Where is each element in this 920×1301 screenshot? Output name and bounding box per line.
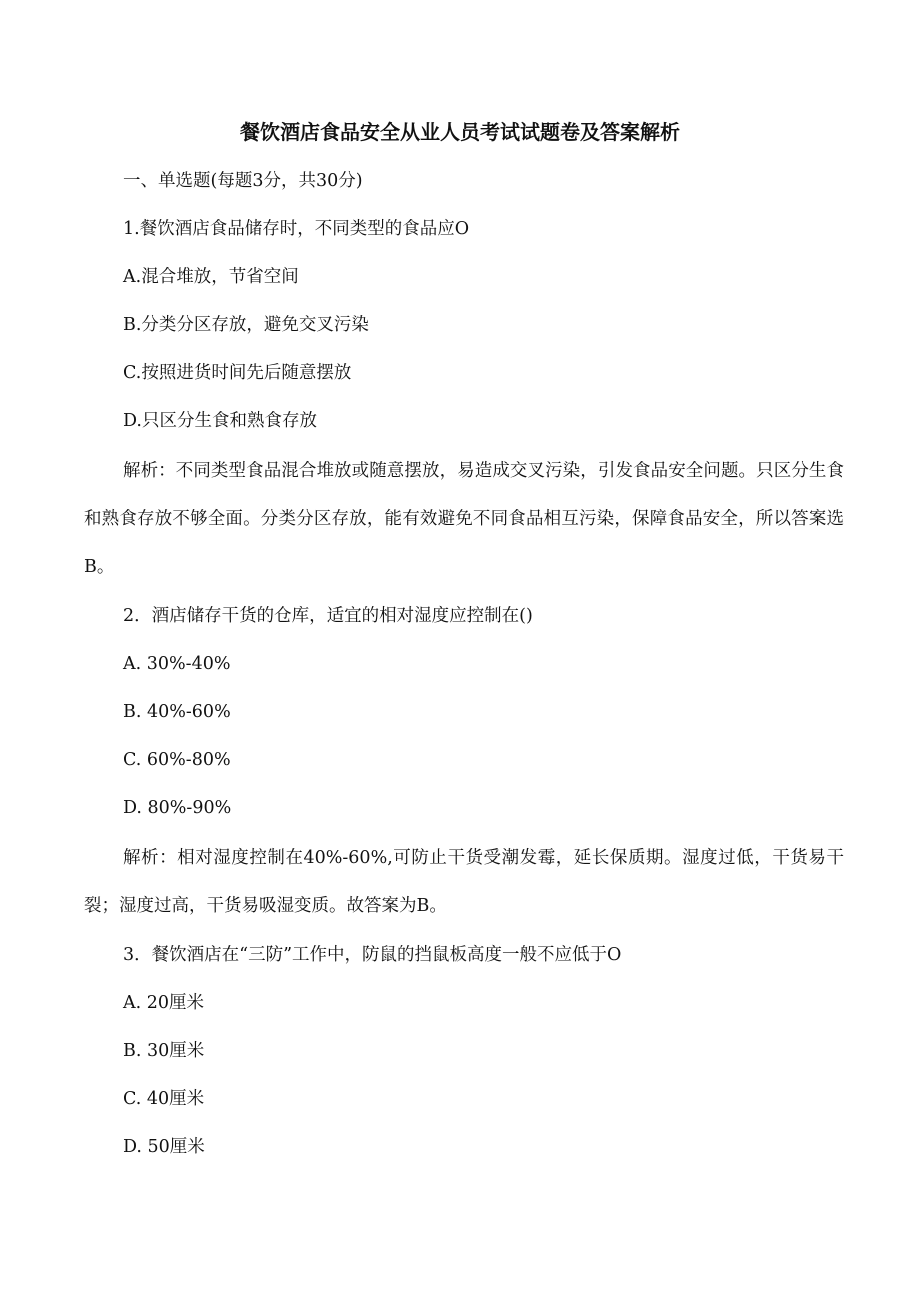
question-2-stem: 2．酒店储存干货的仓库，适宜的相对湿度应控制在() xyxy=(123,606,533,626)
question-3-stem: 3．餐饮酒店在“三防”工作中，防鼠的挡鼠板高度一般不应低于O xyxy=(123,945,622,965)
question-3-option-b: B. 30厘米 xyxy=(123,1041,205,1061)
section-heading: 一、单选题(每题3分，共30分) xyxy=(123,171,363,191)
question-1-option-b: B.分类分区存放，避免交叉污染 xyxy=(123,315,369,335)
document-title: 餐饮酒店食品安全从业人员考试试题卷及答案解析 xyxy=(240,120,680,144)
question-1-option-d: D.只区分生食和熟食存放 xyxy=(123,411,317,431)
question-1-option-c: C.按照进货时间先后随意摆放 xyxy=(123,363,352,383)
question-2-option-a: A. 30%-40% xyxy=(123,654,231,674)
question-2-analysis: 解析：相对湿度控制在40%-60%,可防止干货受潮发霉，延长保质期。湿度过低，干货易干裂；湿度过高，干货易吸湿变质。故答案为B。 xyxy=(84,848,844,916)
question-2-option-d: D. 80%-90% xyxy=(123,798,232,818)
question-1-stem: 1.餐饮酒店食品储存时，不同类型的食品应O xyxy=(123,219,470,239)
question-3-option-c: C. 40厘米 xyxy=(123,1089,205,1109)
question-1-option-a: A.混合堆放，节省空间 xyxy=(123,267,299,287)
question-3-option-a: A. 20厘米 xyxy=(123,993,205,1013)
question-2-option-c: C. 60%-80% xyxy=(123,750,231,770)
question-2-option-b: B. 40%-60% xyxy=(123,702,231,722)
question-3-option-d: D. 50厘米 xyxy=(123,1137,205,1157)
question-1-analysis: 解析：不同类型食品混合堆放或随意摆放，易造成交叉污染，引发食品安全问题。只区分生食和熟食存放不够全面。分类分区存放，能有效避免不同食品相互污染，保障食品安全，所以答案选B。 xyxy=(84,461,844,577)
